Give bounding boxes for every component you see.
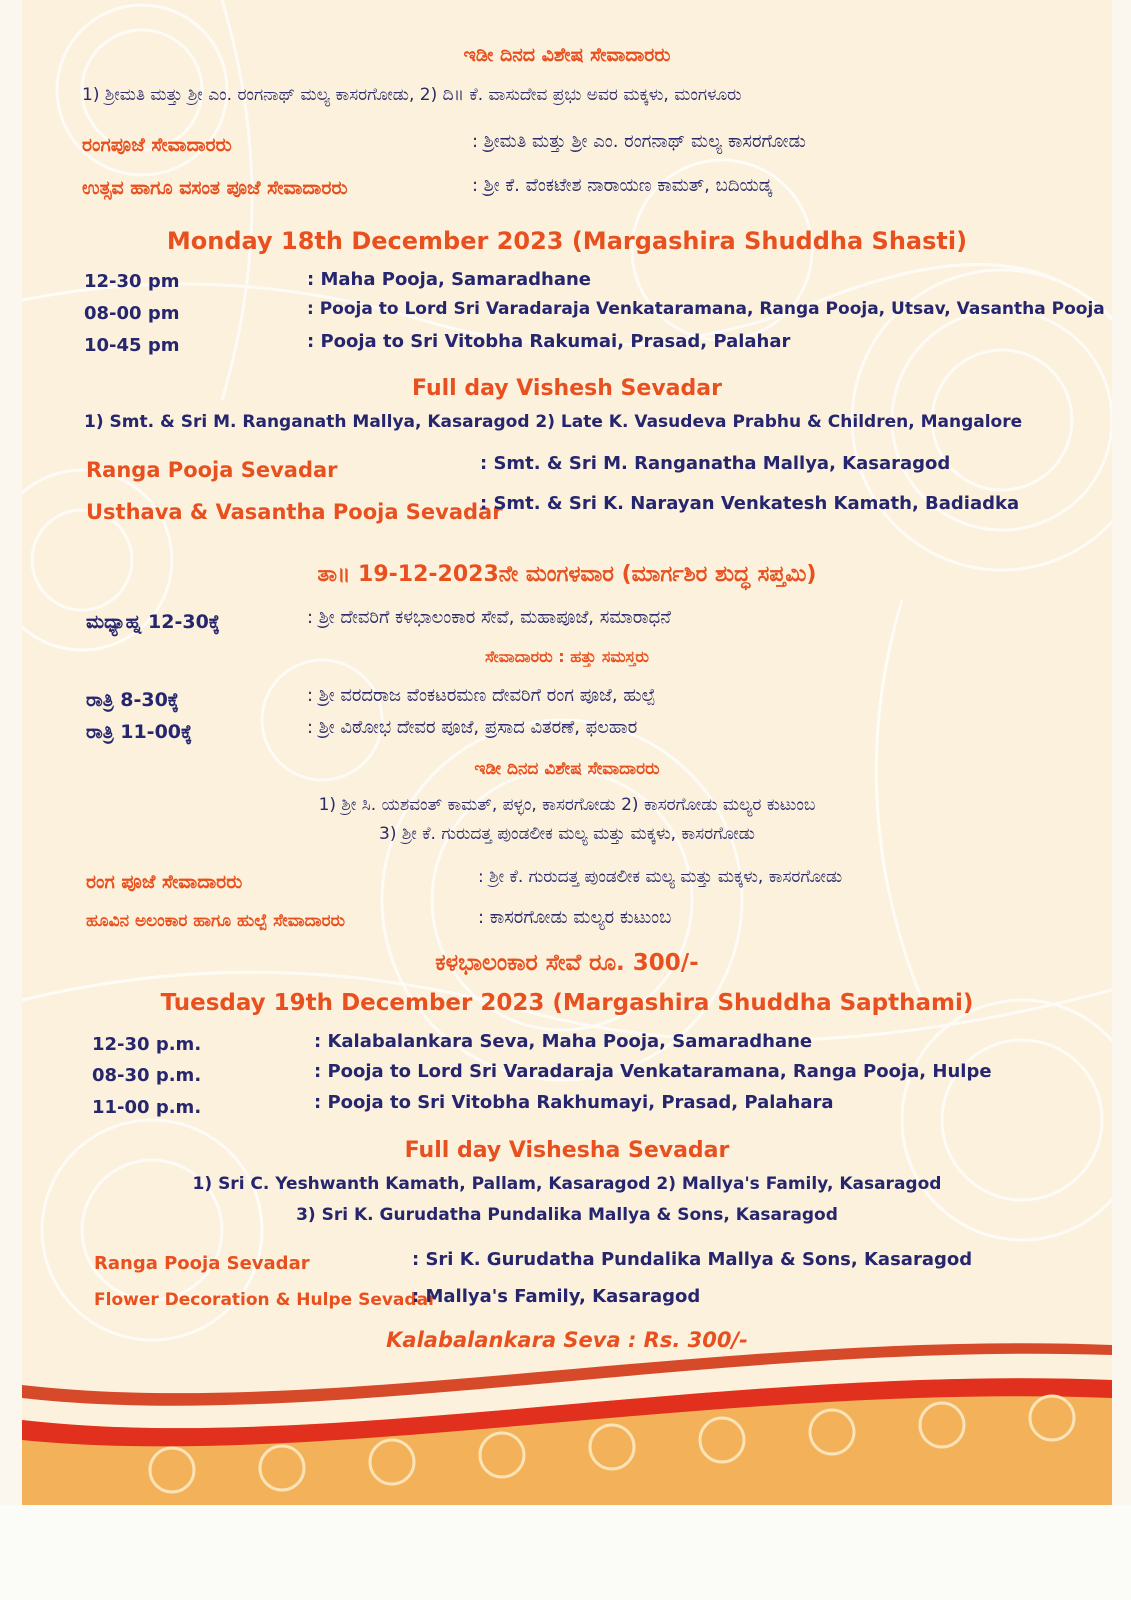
scan-margin [0, 1505, 1131, 1600]
day1-fullday-heading: Full day Vishesh Sevadar [412, 376, 722, 401]
day2-kn-time-2: ರಾತ್ರಿ 8-30ಕ್ಕೆ [86, 689, 179, 711]
day2-kn-sevadars-1: 1) ಶ್ರೀ ಸಿ. ಯಶವಂತ್ ಕಾಮತ್, ಪಳ್ಳಂ, ಕಾಸರಗೋಡು 2) ಕಾಸರಗೋಡು ಮಲ್ಯರ ಕುಟುಂಬ [318, 795, 816, 815]
day1-kn-ranga-label: ರಂಗಪೂಜೆ ಸೇವಾದಾರರು [82, 134, 232, 156]
day2-ranga-value: : Sri K. Gurudatha Pundalika Mallya & Sons, Kasaragod [412, 1249, 973, 1270]
day2-kn-title: ತಾ॥ 19-12-2023ನೇ ಮಂಗಳವಾರ (ಮಾರ್ಗಶಿರ ಶುದ್ಧ ಸಪ್ತಮಿ) [317, 562, 817, 587]
invitation-page [22, 0, 1112, 1505]
day2-event-2: : Pooja to Lord Sri Varadaraja Venkataramana, Ranga Pooja, Hulpe [314, 1061, 992, 1082]
day2-kn-event-2: : ಶ್ರೀ ವರದರಾಜ ವೆಂಕಟರಮಣ ದೇವರಿಗೆ ರಂಗ ಪೂಜೆ, ಹುಲ್ಪೆ [307, 685, 656, 706]
day2-kn-flower-label: ಹೂವಿನ ಅಲಂಕಾರ ಹಾಗೂ ಹುಲ್ಪೆ ಸೇವಾದಾರರು [86, 911, 346, 931]
day2-time-2: 08-30 p.m. [92, 1065, 202, 1086]
day2-flower-label: Flower Decoration & Hulpe Sevadar [94, 1290, 437, 1310]
day1-ranga-value: : Smt. & Sri M. Ranganatha Mallya, Kasaragod [480, 453, 951, 474]
day2-kn-sevadars-2: 3) ಶ್ರೀ ಕೆ. ಗುರುದತ್ತ ಪುಂಡಲೀಕ ಮಲ್ಯ ಮತ್ತು ಮಕ್ಕಳು, ಕಾಸರಗೋಡು [379, 824, 755, 844]
day2-flower-value: : Mallya's Family, Kasaragod [412, 1286, 701, 1307]
day2-time-1: 12-30 p.m. [92, 1034, 202, 1055]
day2-event-3: : Pooja to Sri Vitobha Rakhumayi, Prasad, Palahara [314, 1092, 834, 1113]
day1-en-title: Monday 18th December 2023 (Margashira Shuddha Shasti) [166, 227, 968, 255]
day1-event-1: : Maha Pooja, Samaradhane [307, 269, 592, 290]
day2-kn-sevadar-note: ಸೇವಾದಾರರು : ಹತ್ತು ಸಮಸ್ತರು [485, 647, 649, 666]
paisley-background-pattern [22, 0, 1112, 1505]
day1-kn-utsava-value: : ಶ್ರೀ ಕೆ. ವೆಂಕಟೇಶ ನಾರಾಯಣ ಕಾಮತ್, ಬದಿಯಡ್ಕ [472, 175, 772, 196]
day2-ranga-label: Ranga Pooja Sevadar [94, 1253, 310, 1274]
day2-kn-event-1: : ಶ್ರೀ ದೇವರಿಗೆ ಕಳಭಾಲಂಕಾರ ಸೇವೆ, ಮಹಾಪೂಜೆ, ಸಮಾರಾಧನೆ [307, 607, 672, 628]
day2-fullday-line-2: 3) Sri K. Gurudatha Pundalika Mallya & Sons, Kasaragod [296, 1205, 838, 1225]
day2-kn-ranga-label: ರಂಗ ಪೂಜೆ ಸೇವಾದಾರರು [86, 871, 243, 893]
day2-kn-event-3: : ಶ್ರೀ ವಿಠೋಭ ದೇವರ ಪೂಜೆ, ಪ್ರಸಾದ ವಿತರಣೆ, ಫಲಹಾರ [307, 717, 638, 738]
day2-kn-heading: ಇಡೀ ದಿನದ ವಿಶೇಷ ಸೇವಾದಾರರು [474, 759, 660, 779]
day1-time-2: 08-00 pm [84, 303, 180, 324]
day1-kn-utsava-label: ಉತ್ಸವ ಹಾಗೂ ವಸಂತ ಪೂಜೆ ಸೇವಾದಾರರು [82, 177, 348, 199]
day1-kn-ranga-value: : ಶ್ರೀಮತಿ ಮತ್ತು ಶ್ರೀ ಎಂ. ರಂಗನಾಥ್ ಮಲ್ಯ ಕಾಸರಗೋಡು [472, 131, 806, 152]
day2-fullday-line-1: 1) Sri C. Yeshwanth Kamath, Pallam, Kasaragod 2) Mallya's Family, Kasaragod [192, 1174, 942, 1194]
day1-kn-sevadars: 1) ಶ್ರೀಮತಿ ಮತ್ತು ಶ್ರೀ ಎಂ. ರಂಗನಾಥ್ ಮಲ್ಯ ಕಾಸರಗೋಡು, 2) ದಿ॥ ಕೆ. ವಾಸುದೇವ ಪ್ರಭು ಅವರ ಮಕ್ಕಳು, ಮಂಗಳೂರು [82, 85, 742, 105]
day1-usthava-value: : Smt. & Sri K. Narayan Venkatesh Kamath, Badiadka [480, 493, 1020, 514]
day1-kn-heading: ಇಡೀ ದಿನದ ವಿಶೇಷ ಸೇವಾದಾರರು [463, 44, 671, 66]
day2-kn-flower-value: : ಕಾಸರಗೋಡು ಮಲ್ಯರ ಕುಟುಂಬ [478, 907, 672, 928]
day2-en-title: Tuesday 19th December 2023 (Margashira Shuddha Sapthami) [160, 990, 974, 1016]
day2-seva-price: Kalabalankara Seva : Rs. 300/- [386, 1328, 748, 1352]
day2-kn-time-3: ರಾತ್ರಿ 11-00ಕ್ಕೆ [86, 721, 193, 743]
day2-kn-seva-price: ಕಳಭಾಲಂಕಾರ ಸೇವೆ ರೂ. 300/- [435, 950, 699, 976]
day1-usthava-label: Usthava & Vasantha Pooja Sevadar [86, 500, 503, 524]
day1-event-2: : Pooja to Lord Sri Varadaraja Venkataramana, Ranga Pooja, Utsav, Vasantha Pooja [307, 299, 1105, 319]
day2-kn-time-1: ಮಧ್ಯಾಹ್ನ 12-30ಕ್ಕೆ [86, 611, 220, 633]
day2-event-1: : Kalabalankara Seva, Maha Pooja, Samaradhane [314, 1031, 813, 1052]
day1-ranga-label: Ranga Pooja Sevadar [86, 458, 338, 482]
day2-time-3: 11-00 p.m. [92, 1097, 202, 1118]
day2-kn-ranga-value: : ಶ್ರೀ ಕೆ. ಗುರುದತ್ತ ಪುಂಡಲೀಕ ಮಲ್ಯ ಮತ್ತು ಮಕ್ಕಳು, ಕಾಸರಗೋಡು [478, 867, 843, 887]
day1-fullday-line: 1) Smt. & Sri M. Ranganath Mallya, Kasaragod 2) Late K. Vasudeva Prabhu & Children, Mangalore [84, 412, 1023, 432]
day1-event-3: : Pooja to Sri Vitobha Rakumai, Prasad, Palahar [307, 331, 791, 352]
day1-time-3: 10-45 pm [84, 335, 180, 356]
day2-fullday-heading: Full day Vishesha Sevadar [404, 1138, 730, 1163]
day1-time-1: 12-30 pm [84, 271, 180, 292]
